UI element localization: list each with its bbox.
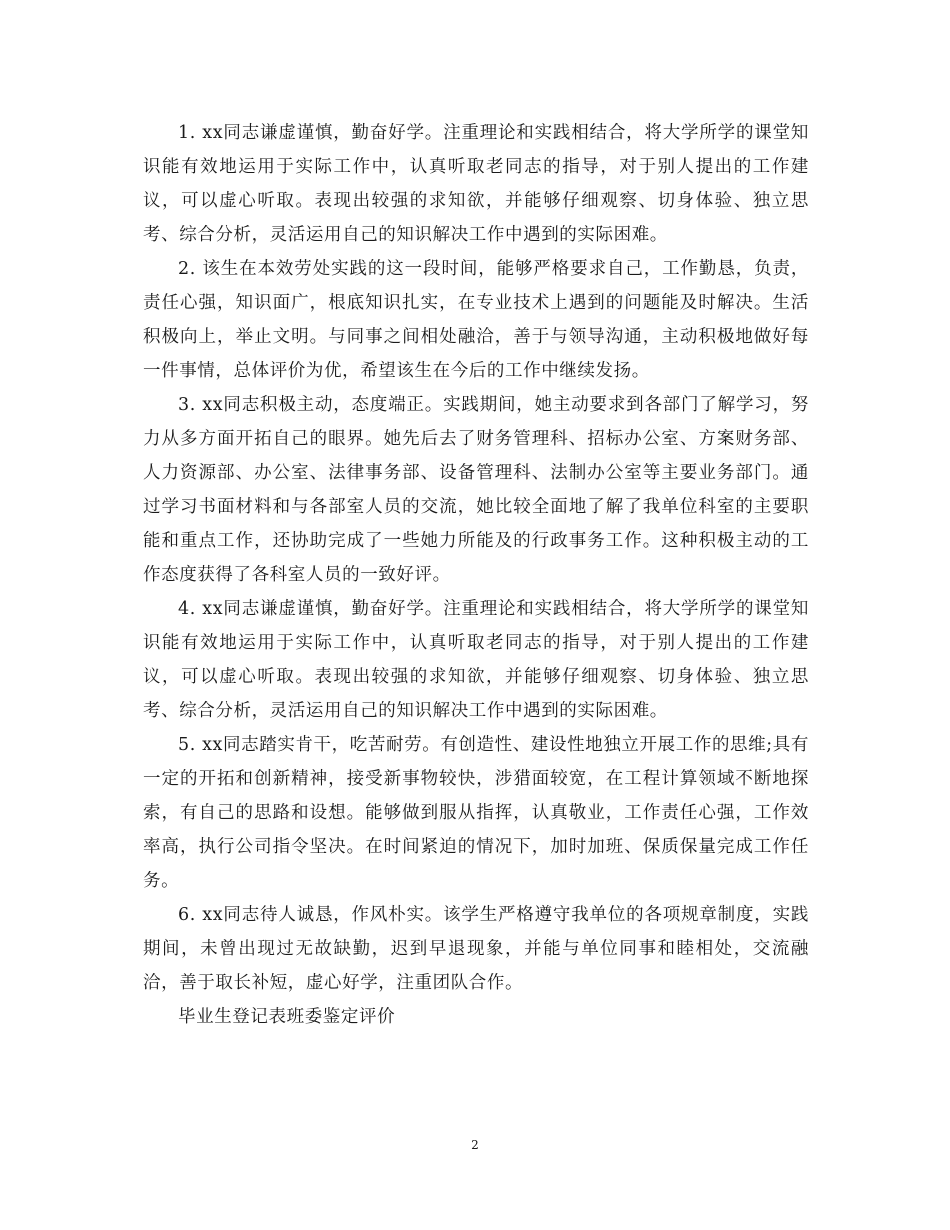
section-heading: 毕业生登记表班委鉴定评价 [178,1007,396,1027]
paragraph-5: 5. xx同志踏实肯干，吃苦耐劳。有创造性、建设性地独立开展工作的思维;具有一定的开拓和创新精神，接受新事物较快，涉猎面较宽，在工程计算领域不断地探索，有自己的思路和设想。能够做到服从指挥，认真敬业，工作责任心强，工作效率高，执行公司指令坚决。在时间紧迫的情况下，加时加班、保质保量完成工作任务。 [143,735,809,891]
document-body [143,116,809,1034]
page-number: 2 [471,1138,479,1152]
paragraph-4: 4. xx同志谦虚谨慎，勤奋好学。注重理论和实践相结合，将大学所学的课堂知识能有效地运用于实际工作中，认真听取老同志的指导，对于别人提出的工作建议，可以虚心听取。表现出较强的求知欲，并能够仔细观察、切身体验、独立思考、综合分析，灵活运用自己的知识解决工作中遇到的实际困难。 [143,599,809,721]
paragraph-6: 6. xx同志待人诚恳，作风朴实。该学生严格遵守我单位的各项规章制度，实践期间，未曾出现过无故缺勤，迟到早退现象，并能与单位同事和睦相处，交流融洽，善于取长补短，虚心好学，注重团队合作。 [143,905,809,993]
paragraph-1: 1. xx同志谦虚谨慎，勤奋好学。注重理论和实践相结合，将大学所学的课堂知识能有效地运用于实际工作中，认真听取老同志的指导，对于别人提出的工作建议，可以虚心听取。表现出较强的求知欲，并能够仔细观察、切身体验、独立思考、综合分析，灵活运用自己的知识解决工作中遇到的实际困难。 [143,123,809,245]
paragraph-2: 2. 该生在本效劳处实践的这一段时间，能够严格要求自己，工作勤恳，负责，责任心强，知识面广，根底知识扎实，在专业技术上遇到的问题能及时解决。生活积极向上，举止文明。与同事之间相处融洽，善于与领导沟通，主动积极地做好每一件事情，总体评价为优，希望该生在今后的工作中继续发扬。 [143,259,809,381]
paragraph-3: 3. xx同志积极主动，态度端正。实践期间，她主动要求到各部门了解学习，努力从多方面开拓自己的眼界。她先后去了财务管理科、招标办公室、方案财务部、人力资源部、办公室、法律事务部、设备管理科、法制办公室等主要业务部门。通过学习书面材料和与各部室人员的交流，她比较全面地了解了我单位科室的主要职能和重点工作，还协助完成了一些她力所能及的行政事务工作。这种积极主动的工作态度获得了各科室人员的一致好评。 [143,395,809,585]
